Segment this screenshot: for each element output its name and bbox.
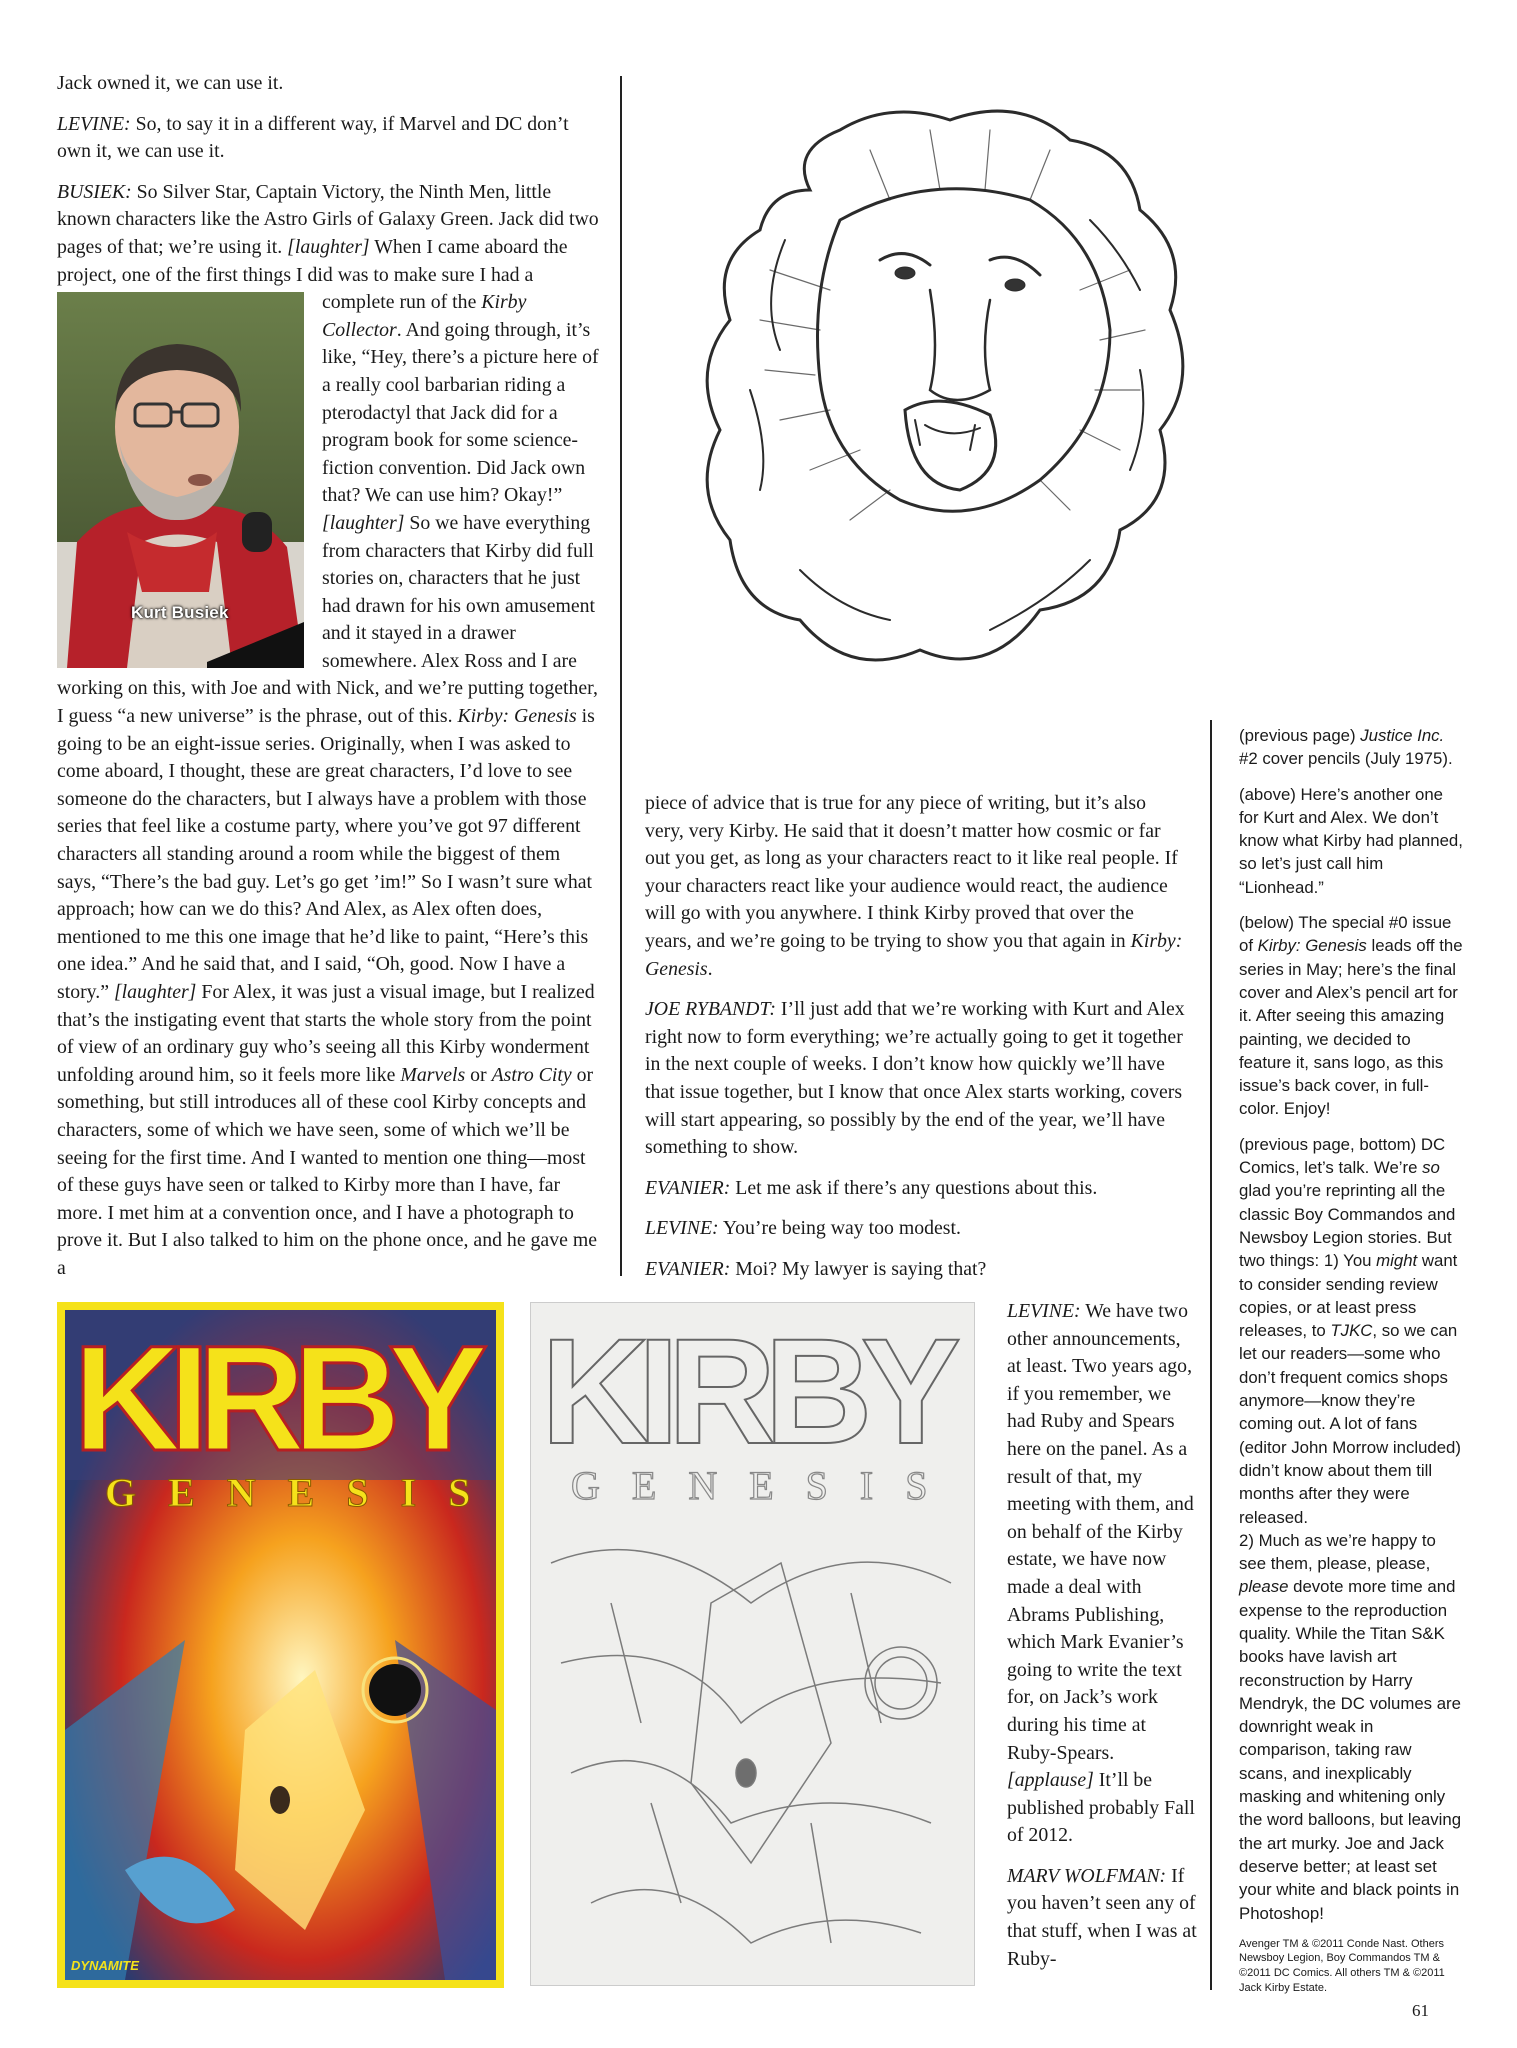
photo-label: Kurt Busiek <box>131 602 229 622</box>
cover-logo: KIRBY <box>73 1314 488 1482</box>
paragraph: MARV WOLFMAN: If you haven’t seen any of that stuff, when I was at Ruby- <box>1007 1864 1197 1970</box>
pencil-art <box>531 1303 974 1985</box>
lion-drawing <box>690 90 1210 750</box>
kirby-genesis-cover-color <box>57 1302 504 1988</box>
speaker: BUSIEK: <box>57 180 132 203</box>
caption: (previous page, bottom) DC Comics, let’s talk. We’re so glad you’re reprinting all the classic Boy Commandos and Newsboy Legion stories. But two things: 1) You might want to consider sending review copies, or at least press releases, to TJKC, so we can let our readers—some who don’t frequent comics shops anymore—know they’re coming out. A lot of fans (editor John Morrow included) didn’t know about them till months after they were released. <box>1239 1134 1461 1527</box>
speaker: JOE RYBANDT: <box>645 998 776 1021</box>
caption: 2) Much as we’re happy to see them, please, please, please devote more time and expense to the reproduction quality. While the Titan S&K books have lavish art reconstruction by Harry Mendryk, the DC volumes are downright weak in comparison, taking raw scans, and inexplicably masking and whitening only the word balloons, but leaving the art murky. Joe and Jack deserve better; at least set your white and black points in Photoshop! <box>1239 1530 1462 1923</box>
pencil-logo: KIRBY <box>541 1307 961 1475</box>
speaker: LEVINE: <box>57 112 131 135</box>
copyright-credit: Avenger TM & ©2011 Conde Nast. Others Newsboy Legion, Boy Commandos TM & ©2011 DC Comics. All others TM & ©2011 Jack Kirby Estate. <box>1239 1937 1445 1994</box>
kurt-busiek-photo <box>57 292 304 668</box>
kirby-genesis-cover-pencils <box>530 1302 975 1986</box>
column-rule-left <box>620 76 622 1276</box>
paragraph: LEVINE: So, to say it in a different way, if Marvel and DC don’t own it, we can use it. <box>57 112 569 163</box>
page-number: 61 <box>1412 2001 1429 2020</box>
publisher-logo: DYNAMITE <box>71 1958 139 1973</box>
sidebar-captions <box>1239 724 1464 1995</box>
paragraph: EVANIER: Let me ask if there’s any questions about this. <box>645 1176 1098 1199</box>
speaker: LEVINE: <box>645 1217 719 1240</box>
caption: (below) The special #0 issue of Kirby: Genesis leads off the series in May; here’s the final cover and Alex’s pencil art for it. After seeing this amazing painting, we decided to feature it, sans logo, as this issue’s back cover, in full-color. Enjoy! <box>1239 913 1463 1119</box>
cover-subtitle: GENESIS <box>105 1470 496 1515</box>
paragraph: LEVINE: We have two other announcements, at least. Two years ago, if you remember, we had Ruby and Spears here on the panel. As a result of that, my meeting with them, and on behalf of the Kirby estate, we have now made a deal with Abrams Publishing, which Mark Evanier’s going to write the text for, on Jack’s work during his time at Ruby-Spears. [applause] It’ll be published probably Fall of 2012. <box>1007 1300 1195 1847</box>
paragraph: BUSIEK: So Silver Star, Captain Victory, the Ninth Men, little known characters like the Astro Girls of Galaxy Green. Jack did two pages of that; we’re using it. [laughter] When I came aboard the project, one of the first things I did was to make sure I had a complete run of the Kurt Busiek Kirby Collector. And going through, it’s like, “Hey, there’s a picture here of a really cool barbarian riding a pterodactyl that Jack did for a program book for some science-fiction convention. Did Jack own that? We can use him? Okay!” [laughter] So we have everything from characters that Kirby did full stories on, characters that he just had drawn for his own amusement and it stayed in a drawer somewhere. Alex Ross and I are working on this, with Joe and with Nick, and we’re putting together, I guess “a new universe” is the phrase, out of this. Kirby: Genesis is going to be an eight-issue series. Originally, when I was asked to come aboard, I thought, these are great characters, I’d love to see someone do the characters, but I always have a problem with those series that feel like a costume party, where you’ve got 97 different characters all standing around a room while the biggest of them says, “There’s the bad guy. Let’s go get ’im!” So I wasn’t sure what approach; how can we do this? And Alex, as Alex often does, mentioned to me this one image that he’d like to paint, “Here’s this one idea.” And he said that, and I said, “Oh, good. Now I have a story.” [laughter] For Alex, it was just a visual image, but I realized that’s the instigating event that starts the whole story from the point of view of an ordinary guy who’s seeing all this Kirby wonderment unfolding around him, so it feels more like Marvels or Astro City or something, but still introduces all of these cool Kirby concepts and characters, some of which we have seen, some of which we’ll be seeing for the first time. And I wanted to mention one thing—most of these guys have seen or talked to Kirby more than I have, far more. I met him at a convention once, and I have a photograph to prove it. But I also talked to him on the phone once, and he gave me a <box>57 180 599 1279</box>
speaker: EVANIER: <box>645 1257 731 1280</box>
paragraph: Jack owned it, we can use it. <box>57 72 284 94</box>
paragraph: LEVINE: You’re being way too modest. <box>645 1217 961 1240</box>
column-1 <box>57 70 599 1283</box>
speaker: LEVINE: <box>1007 1300 1081 1322</box>
paragraph: EVANIER: Moi? My lawyer is saying that? <box>645 1257 987 1280</box>
column-2 <box>645 790 1185 1297</box>
pencil-subtitle: GENESIS <box>571 1463 960 1508</box>
caption: (previous page) Justice Inc. #2 cover pencils (July 1975). <box>1239 726 1453 769</box>
column-rule-right <box>1210 720 1212 1990</box>
cover-art <box>65 1310 496 1980</box>
speaker: EVANIER: <box>645 1176 731 1199</box>
paragraph: JOE RYBANDT: I’ll just add that we’re working with Kurt and Alex right now to form everything; we’re actually going to get it together in the next couple of weeks. I don’t know how quickly we’ll have that issue together, but I know that once Alex starts working, covers will start appearing, so possibly by the end of the year, we’ll have something to show. <box>645 998 1185 1159</box>
caption: (above) Here’s another one for Kurt and Alex. We don’t know what Kirby had planned, so let’s just call him “Lionhead.” <box>1239 784 1463 897</box>
paragraph: piece of advice that is true for any piece of writing, but it’s also very, very Kirby. He said that it doesn’t matter how cosmic or far out you get, as long as your characters react to it like real people. If your characters react like your audience would react, the audience will go with you anywhere. I think Kirby proved that over the years, and we’re going to be trying to show you that again in Kirby: Genesis. <box>645 792 1183 980</box>
column-3 <box>1007 1298 1197 1986</box>
lionhead-sketch <box>690 90 1210 750</box>
speaker: MARV WOLFMAN: <box>1007 1864 1167 1887</box>
